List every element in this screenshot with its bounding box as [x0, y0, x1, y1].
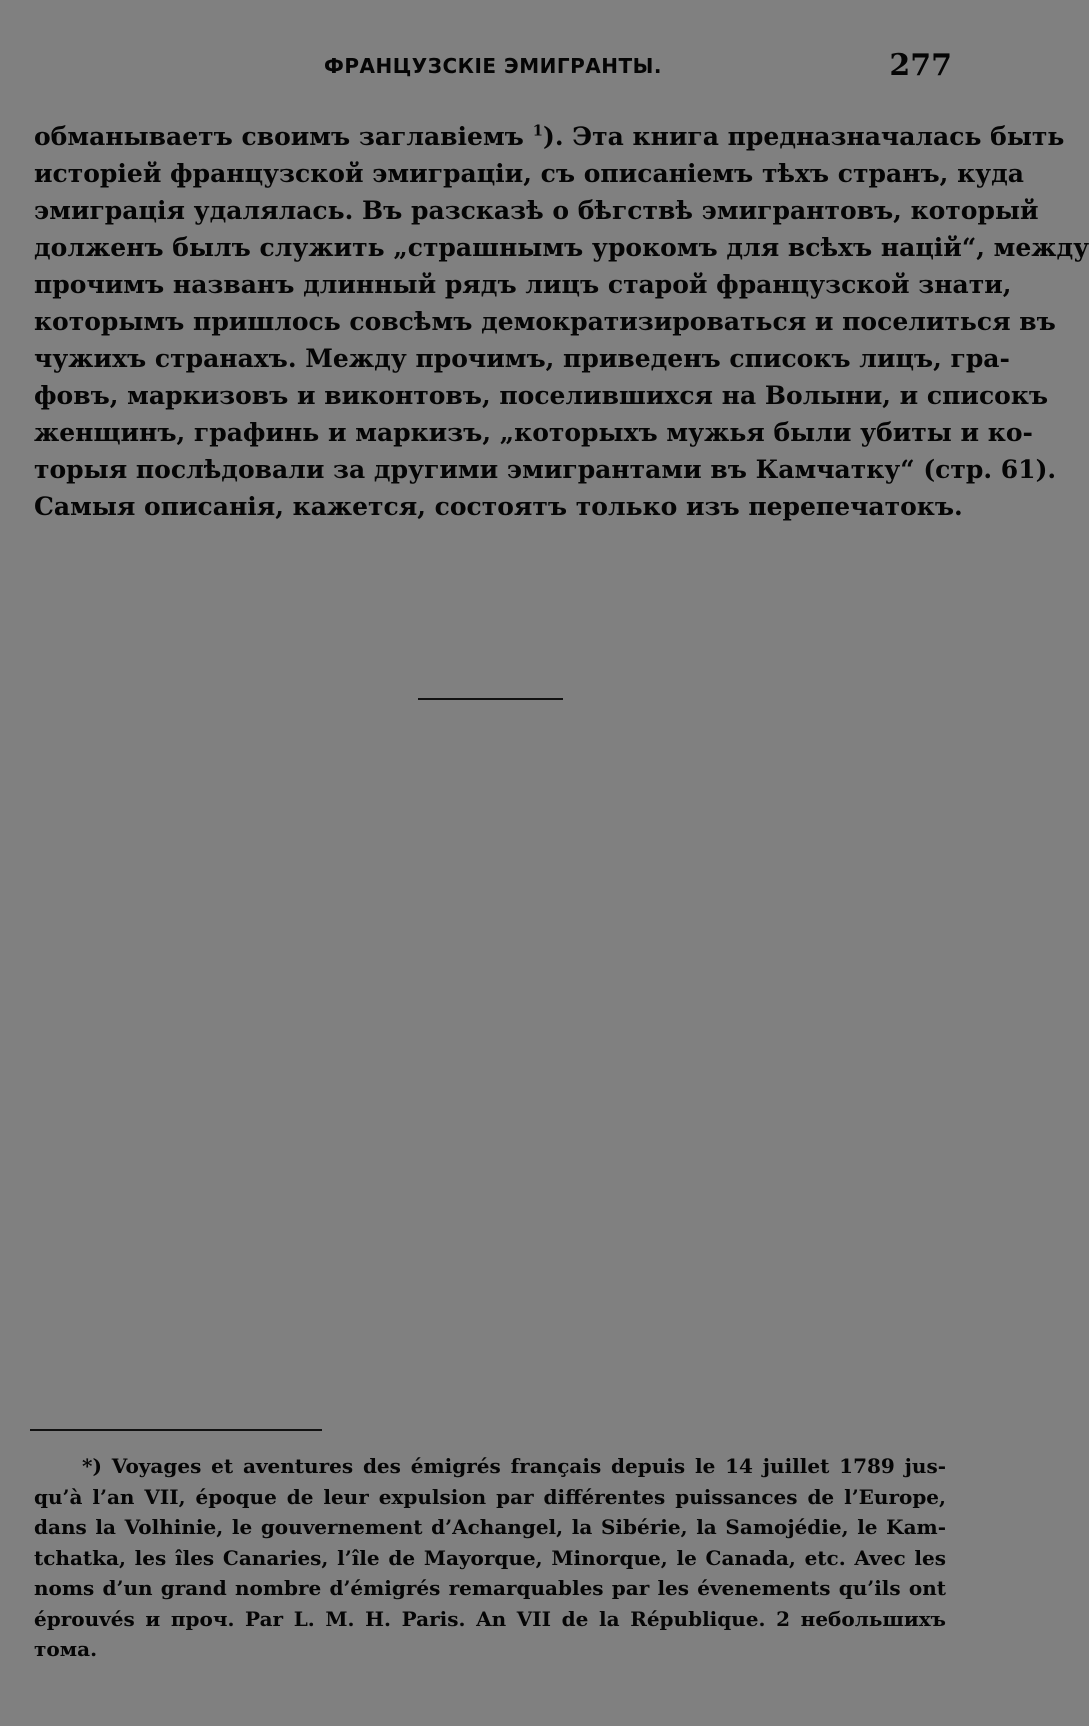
body-line: чужихъ странахъ. Между прочимъ, приведенъ списокъ лицъ, гра- [34, 344, 1010, 373]
footnote-line: noms d’un grand nombre d’émigrés remarquables par les évenements qu’ils ont [34, 1576, 946, 1600]
body-line: которымъ пришлось совсѣмъ демократизироваться и поселиться въ [34, 307, 1056, 336]
footnote-line: tchatka, les îles Canaries, l’île de Mayorque, Minorque, le Canada, etc. Avec les [34, 1545, 946, 1570]
running-title: ФРАНЦУЗСКIЕ ЭМИГРАНТЫ. [324, 54, 662, 78]
body-line: торыя послѣдовали за другими эмигрантами въ Камчатку“ (стр. 61). [34, 455, 1057, 484]
page-number: 277 [889, 48, 952, 83]
footnote [34, 1451, 946, 1665]
body-line-text: ). Эта книга предназначалась быть [543, 122, 1065, 151]
footnote-line: dans la Volhinie, le gouvernement d’Achangel, la Sibérie, la Samojédie, le Kam- [34, 1515, 946, 1539]
footnote-line: éprouvés и проч. Par L. M. H. Paris. An VII de la République. 2 небольшихъ [34, 1606, 946, 1631]
body-line: эмиграцiя удалялась. Въ разсказѣ о бѣгствѣ эмигрантовъ, который [34, 196, 1039, 225]
body-line-last: Самыя описанiя, кажется, состоятъ только изъ перепечатокъ. [34, 492, 963, 521]
body-text [34, 118, 1089, 525]
footnote-reference: 1 [532, 121, 543, 140]
body-line: прочимъ названъ длинный рядъ лицъ старой французской знати, [34, 270, 1012, 299]
body-line: фовъ, маркизовъ и виконтовъ, поселившихся на Волыни, и списокъ [34, 381, 1049, 410]
footnote-line: qu’à l’an VII, époque de leur expulsion par différentes puissances de l’Europe, [34, 1484, 946, 1509]
footnote-line-last: тома. [34, 1637, 98, 1661]
page-header [34, 48, 952, 88]
body-line: исторiей французской эмиграцiи, съ описанiемъ тѣхъ странъ, куда [34, 159, 1024, 188]
body-line-text: обманываетъ своимъ заглавiемъ [34, 122, 533, 151]
section-divider [418, 698, 563, 700]
footnote-rule [30, 1429, 322, 1431]
body-line: женщинъ, графинь и маркизъ, „которыхъ мужья были убиты и ко- [34, 418, 1033, 447]
body-line [34, 118, 1065, 155]
footnote-line: *) Voyages et aventures des émigrés français depuis le 14 juillet 1789 jus- [82, 1454, 946, 1478]
body-line: долженъ былъ служить „страшнымъ урокомъ для всѣхъ нацiй“, между [34, 233, 1089, 262]
